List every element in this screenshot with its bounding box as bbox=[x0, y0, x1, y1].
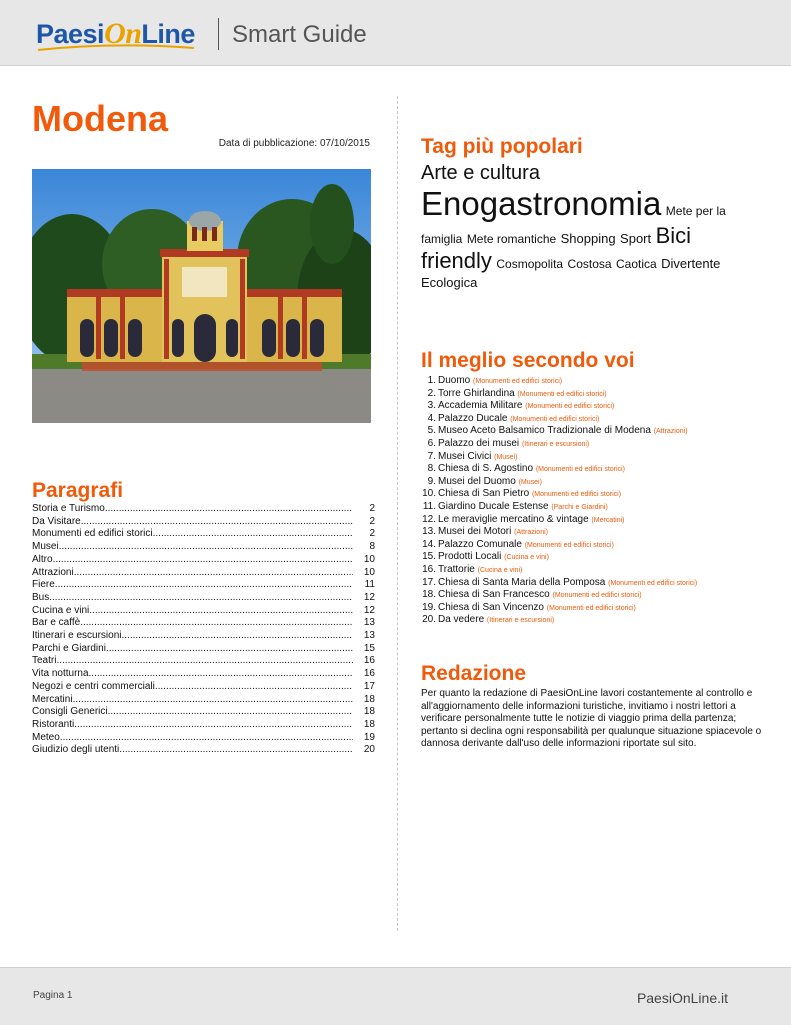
item-category: (Parchi e Giardini) bbox=[551, 503, 608, 511]
toc-title: Mercatini bbox=[32, 693, 73, 705]
toc-title: Altro bbox=[32, 553, 53, 565]
item-number: 8. bbox=[427, 463, 436, 475]
site-link[interactable]: PaesiOnLine.it bbox=[636, 990, 728, 1006]
toc-title: Storia e Turismo bbox=[32, 503, 105, 514]
page-header bbox=[0, 0, 791, 66]
item-name: Palazzo Comunale bbox=[438, 538, 522, 550]
toc-row[interactable] bbox=[32, 630, 375, 643]
toc-leader bbox=[73, 694, 353, 707]
toc-title: Bus bbox=[32, 591, 50, 603]
item-name: Trattorie bbox=[438, 563, 475, 575]
toc-title: Ristoranti bbox=[32, 718, 75, 730]
list-item[interactable] bbox=[421, 388, 771, 401]
toc-title: Parchi e Giardini bbox=[32, 642, 106, 654]
tags-heading: Tag più popolari bbox=[421, 135, 583, 158]
list-item[interactable] bbox=[421, 400, 771, 413]
tag-link[interactable]: Costosa bbox=[567, 257, 612, 272]
item-name: Chiesa di San Francesco bbox=[438, 589, 550, 601]
toc-page: 18 bbox=[363, 693, 375, 705]
toc-title: Monumenti ed edifici storici bbox=[32, 528, 153, 540]
tag-link[interactable]: Caotica bbox=[616, 257, 657, 272]
tag-link[interactable]: Bici friendly bbox=[421, 222, 692, 274]
list-item[interactable] bbox=[421, 413, 771, 426]
item-category: (Attrazioni) bbox=[653, 428, 688, 436]
palazzina-photo bbox=[32, 169, 371, 423]
item-name: Chiesa di Santa Maria della Pomposa bbox=[438, 576, 606, 588]
palazzina-illustration bbox=[32, 169, 371, 423]
item-name: Museo Aceto Balsamico Tradizionale di Modena bbox=[438, 425, 651, 437]
toc-leader bbox=[49, 592, 353, 605]
item-category: (Monumenti ed edifici storici) bbox=[608, 579, 698, 587]
item-category: (Monumenti ed edifici storici) bbox=[510, 415, 600, 423]
toc-page: 18 bbox=[363, 706, 375, 718]
city-title: Modena bbox=[32, 98, 169, 139]
toc-title: Negozi e centri commerciali bbox=[32, 680, 155, 692]
item-name: Palazzo dei musei bbox=[438, 437, 520, 449]
item-category: (Cucina e vini) bbox=[504, 554, 549, 562]
list-item[interactable] bbox=[421, 438, 771, 451]
toc-page: 10 bbox=[363, 566, 375, 578]
item-category: (Monumenti ed edifici storici) bbox=[535, 466, 625, 474]
toc-leader bbox=[80, 617, 353, 630]
header-separator bbox=[218, 18, 219, 50]
tag-link[interactable]: Cosmopolita bbox=[496, 257, 564, 272]
toc-page: 2 bbox=[369, 515, 375, 527]
toc-page: 15 bbox=[363, 642, 375, 654]
item-category: (Monumenti ed edifici storici) bbox=[546, 604, 636, 612]
item-number: 6. bbox=[427, 437, 436, 449]
list-item[interactable] bbox=[421, 451, 771, 464]
item-number: 9. bbox=[427, 475, 436, 487]
item-name: Giardino Ducale Estense bbox=[438, 500, 549, 512]
item-category: (Itinerari e escursioni) bbox=[521, 440, 590, 448]
toc-leader bbox=[74, 719, 353, 732]
list-item[interactable] bbox=[421, 463, 771, 476]
toc-leader bbox=[59, 541, 353, 554]
tag-link[interactable]: Mete per la famiglia bbox=[421, 204, 726, 246]
toc-page: 17 bbox=[363, 680, 375, 692]
item-name: Torre Ghirlandina bbox=[438, 387, 515, 399]
list-item[interactable] bbox=[421, 476, 771, 489]
item-category: (Itinerari e escursioni) bbox=[486, 617, 555, 625]
toc-row[interactable] bbox=[32, 605, 375, 618]
item-category: (Musei) bbox=[518, 478, 542, 486]
item-number: 3. bbox=[427, 400, 436, 412]
tag-link[interactable]: Ecologica bbox=[421, 274, 478, 290]
toc-leader bbox=[89, 605, 353, 618]
toc-leader bbox=[81, 516, 353, 529]
header-title: Smart Guide bbox=[232, 21, 367, 48]
item-name: Musei dei Motori bbox=[438, 526, 512, 538]
item-name: Le meraviglie mercatino & vintage bbox=[438, 513, 589, 525]
item-category: (Monumenti ed edifici storici) bbox=[524, 541, 614, 549]
toc-leader bbox=[56, 655, 353, 668]
toc-title: Fiere bbox=[32, 579, 55, 591]
item-name: Duomo bbox=[438, 375, 471, 386]
logo-swash-icon bbox=[36, 44, 196, 52]
toc-row[interactable] bbox=[32, 579, 375, 592]
toc-page: 20 bbox=[363, 744, 375, 756]
toc-page: 12 bbox=[363, 604, 375, 616]
item-number: 18. bbox=[422, 589, 436, 601]
list-item[interactable] bbox=[421, 488, 771, 501]
redazione-heading: Redazione bbox=[421, 662, 527, 685]
toc-page: 8 bbox=[369, 541, 375, 553]
toc-title: Meteo bbox=[32, 731, 60, 743]
redazione-text: Per quanto la redazione di PaesiOnLine lavori costantemente al controllo e all'aggiornamento delle informazioni turistiche, invitiamo i nostri lettori a verificare personalmente tutte le notizie di viaggio prima della partenza; pertanto si declina ogni responsabilità per qualunque situazione spiacevole o dannosa derivante dall'uso delle informazioni riportate sul sito. bbox=[421, 688, 762, 750]
item-number: 19. bbox=[422, 601, 436, 613]
toc-title: Cucina e vini bbox=[32, 604, 90, 616]
toc-title: Teatri bbox=[32, 655, 57, 667]
item-number: 20. bbox=[422, 614, 436, 626]
toc-title: Vita notturna bbox=[32, 668, 89, 680]
top-places-list bbox=[421, 375, 771, 627]
item-name: Palazzo Ducale bbox=[438, 412, 508, 424]
list-item[interactable] bbox=[421, 577, 771, 590]
item-number: 4. bbox=[427, 412, 436, 424]
list-item[interactable] bbox=[421, 602, 771, 615]
toc-title: Attrazioni bbox=[32, 566, 74, 578]
item-number: 7. bbox=[427, 450, 436, 462]
item-name: Chiesa di San Pietro bbox=[438, 488, 530, 500]
item-number: 16. bbox=[422, 563, 436, 575]
publication-date: Data di pubblicazione: 07/10/2015 bbox=[218, 138, 370, 149]
item-category: (Monumenti ed edifici storici) bbox=[473, 378, 563, 385]
list-item[interactable] bbox=[421, 526, 771, 539]
item-category: (Monumenti ed edifici storici) bbox=[552, 592, 642, 600]
list-item[interactable] bbox=[421, 501, 771, 514]
paragrafi-heading: Paragrafi bbox=[32, 479, 124, 502]
paesionline-logo[interactable] bbox=[36, 16, 195, 52]
toc-row[interactable] bbox=[32, 528, 375, 541]
toc-row[interactable] bbox=[32, 503, 375, 516]
item-name: Musei del Duomo bbox=[438, 475, 516, 487]
list-item[interactable] bbox=[421, 514, 771, 527]
toc-row[interactable] bbox=[32, 617, 375, 630]
list-item[interactable] bbox=[421, 614, 771, 627]
toc-row[interactable] bbox=[32, 554, 375, 567]
toc-title: Giudizio degli utenti bbox=[32, 744, 120, 756]
tag-link[interactable]: Mete romantiche bbox=[466, 231, 557, 246]
item-number: 11. bbox=[422, 500, 436, 512]
item-number: 5. bbox=[427, 425, 436, 437]
item-number: 12. bbox=[422, 513, 436, 525]
item-category: (Monumenti ed edifici storici) bbox=[517, 390, 607, 398]
list-item[interactable] bbox=[421, 375, 771, 388]
item-category: (Monumenti ed edifici storici) bbox=[531, 491, 622, 499]
toc-title: Musei bbox=[32, 541, 59, 553]
toc-row[interactable] bbox=[32, 719, 375, 732]
tag-cloud bbox=[421, 162, 766, 292]
page-footer bbox=[0, 967, 791, 1025]
list-item[interactable] bbox=[421, 425, 771, 438]
toc-row[interactable] bbox=[32, 592, 375, 605]
toc-row[interactable] bbox=[32, 643, 375, 656]
item-name: Musei Civici bbox=[438, 450, 492, 462]
toc-leader bbox=[119, 744, 353, 757]
toc-title: Da Visitare bbox=[32, 515, 81, 527]
item-category: (Cucina e vini) bbox=[477, 566, 523, 574]
item-number: 13. bbox=[422, 526, 436, 538]
toc-leader bbox=[53, 554, 353, 567]
list-item[interactable] bbox=[421, 551, 771, 564]
toc-row[interactable] bbox=[32, 706, 375, 719]
item-category: (Musei) bbox=[494, 453, 518, 461]
toc-title: Consigli Generici bbox=[32, 706, 108, 718]
toc-leader bbox=[153, 528, 353, 541]
item-category: (Monumenti ed edifici storici) bbox=[525, 403, 615, 411]
toc-row[interactable] bbox=[32, 668, 375, 681]
toc-leader bbox=[55, 579, 353, 592]
item-name: Prodotti Locali bbox=[438, 551, 502, 563]
tag-link[interactable]: Sport bbox=[620, 230, 652, 246]
list-item[interactable] bbox=[421, 539, 771, 552]
toc-leader bbox=[106, 643, 353, 656]
toc-page: 12 bbox=[363, 591, 375, 603]
toc-page: 16 bbox=[363, 655, 375, 667]
item-number: 15. bbox=[422, 551, 436, 563]
toc-title: Bar e caffè bbox=[32, 617, 81, 629]
toc-row[interactable] bbox=[32, 681, 375, 694]
item-category: (Mercatini) bbox=[591, 516, 625, 524]
toc-page: 10 bbox=[363, 553, 375, 565]
toc-page: 2 bbox=[369, 528, 375, 540]
toc-row[interactable] bbox=[32, 541, 375, 554]
item-number: 14. bbox=[422, 538, 436, 550]
item-number: 17. bbox=[422, 576, 436, 588]
toc-leader bbox=[74, 567, 353, 580]
toc-leader bbox=[121, 630, 353, 643]
toc-page: 13 bbox=[363, 630, 375, 642]
toc-page: 19 bbox=[363, 731, 375, 743]
toc-page: 18 bbox=[363, 718, 375, 730]
toc-page: 2 bbox=[369, 503, 375, 514]
toc-leader bbox=[89, 668, 353, 681]
item-number: 10. bbox=[422, 488, 436, 500]
toc-leader bbox=[108, 706, 353, 719]
column-divider bbox=[397, 96, 398, 931]
table-of-contents bbox=[32, 503, 375, 757]
item-name: Chiesa di S. Agostino bbox=[438, 463, 534, 475]
toc-page: 13 bbox=[363, 617, 375, 629]
item-name: Da vedere bbox=[438, 614, 485, 626]
toc-leader bbox=[105, 503, 353, 516]
list-item[interactable] bbox=[421, 564, 771, 577]
toc-leader bbox=[155, 681, 353, 694]
toc-title: Itinerari e escursioni bbox=[32, 630, 122, 642]
meglio-heading: Il meglio secondo voi bbox=[421, 349, 635, 372]
list-item[interactable] bbox=[421, 589, 771, 602]
item-name: Accademia Militare bbox=[438, 400, 523, 412]
logo-text: PaesiOnLine bbox=[36, 17, 195, 50]
toc-page: 16 bbox=[363, 668, 375, 680]
toc-row[interactable] bbox=[32, 732, 375, 745]
page-number: Pagina 1 bbox=[33, 990, 73, 1001]
tag-link[interactable]: Arte e cultura bbox=[421, 162, 540, 184]
toc-row[interactable] bbox=[32, 655, 375, 668]
tag-link[interactable]: Divertente bbox=[661, 256, 721, 272]
toc-page: 11 bbox=[364, 579, 375, 591]
item-number: 2. bbox=[427, 387, 436, 399]
toc-row[interactable] bbox=[32, 694, 375, 707]
toc-leader bbox=[60, 732, 353, 745]
item-number: 1. bbox=[427, 375, 436, 386]
toc-row[interactable] bbox=[32, 516, 375, 529]
toc-row[interactable] bbox=[32, 744, 375, 757]
toc-row[interactable] bbox=[32, 567, 375, 580]
item-category: (Attrazioni) bbox=[514, 529, 548, 537]
tag-link[interactable]: Shopping bbox=[560, 230, 616, 246]
tag-link[interactable]: Enogastronomia bbox=[421, 185, 662, 222]
item-name: Chiesa di San Vincenzo bbox=[438, 601, 544, 613]
